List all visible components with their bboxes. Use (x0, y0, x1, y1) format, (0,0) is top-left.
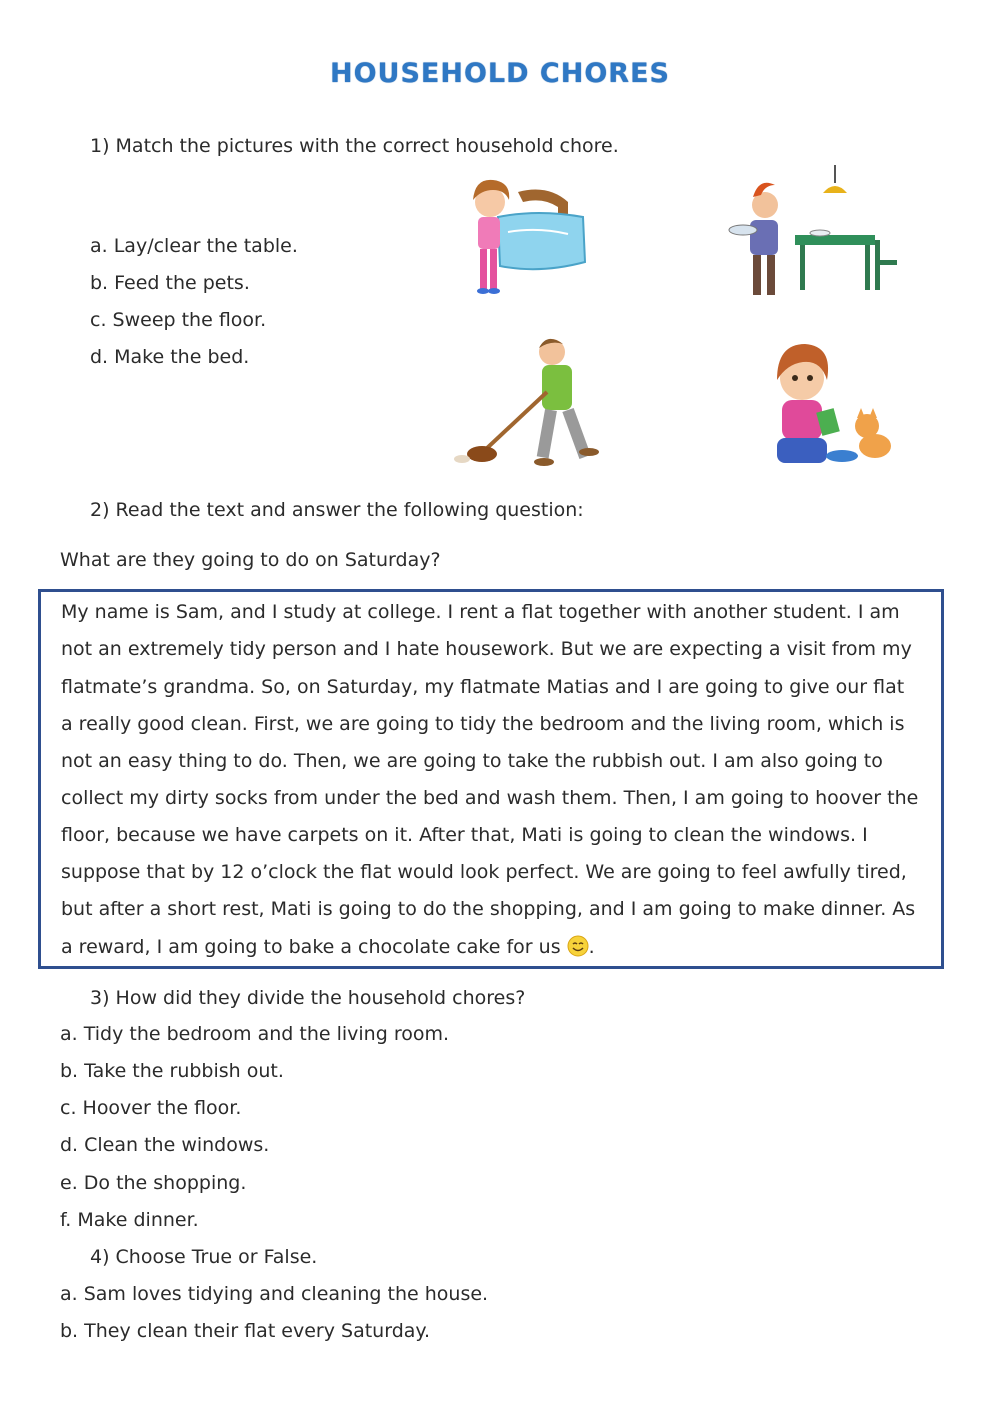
q3-option-b: b. Take the rubbish out. (60, 1060, 284, 1082)
q3-option-e: e. Do the shopping. (60, 1172, 247, 1194)
passage-line: but after a short rest, Mati is going to do the shopping, and I am going to make dinner. As (61, 898, 916, 920)
q3-prompt: 3) How did they divide the household chores? (90, 987, 526, 1009)
page-title: HOUSEHOLD CHORES (330, 58, 670, 89)
lay-table-picture (725, 165, 900, 305)
q1-option-b: b. Feed the pets. (90, 272, 250, 294)
q3-option-f: f. Make dinner. (60, 1209, 199, 1231)
q1-option-d: d. Make the bed. (90, 346, 250, 368)
smiley-icon (567, 935, 589, 957)
reading-passage-box (38, 589, 944, 969)
passage-line: collect my dirty socks from under the bed and wash them. Then, I am going to hoover the (61, 787, 919, 809)
passage-line: suppose that by 12 o’clock the flat would look perfect. We are going to feel awfully tired, (61, 861, 907, 883)
sweep-floor-picture (447, 332, 627, 484)
q1-option-a: a. Lay/clear the table. (90, 235, 298, 257)
q4-prompt: 4) Choose True or False. (90, 1246, 318, 1268)
q1-prompt: 1) Match the pictures with the correct household chore. (90, 135, 619, 157)
passage-line: not an easy thing to do. Then, we are going to take the rubbish out. I am also going to (61, 750, 883, 772)
make-bed-picture (458, 172, 588, 307)
passage-last-line (61, 935, 595, 958)
q4-option-b: b. They clean their flat every Saturday. (60, 1320, 430, 1342)
q3-option-a: a. Tidy the bedroom and the living room. (60, 1023, 450, 1045)
passage-line: My name is Sam, and I study at college. I rent a flat together with another student. I am (61, 601, 900, 623)
passage-line: a reward, I am going to bake a chocolate cake for us (61, 936, 561, 958)
q1-option-c: c. Sweep the floor. (90, 309, 267, 331)
q3-option-c: c. Hoover the floor. (60, 1097, 242, 1119)
passage-line: floor, because we have carpets on it. After that, Mati is going to clean the windows. I (61, 824, 868, 846)
q2-prompt: 2) Read the text and answer the following question: (90, 499, 584, 521)
passage-line: not an extremely tidy person and I hate housework. But we are expecting a visit from my (61, 638, 912, 660)
feed-pets-picture (757, 338, 902, 476)
passage-end-period: . (588, 936, 595, 958)
q2-question: What are they going to do on Saturday? (60, 549, 441, 571)
q3-option-d: d. Clean the windows. (60, 1134, 270, 1156)
passage-line: a really good clean. First, we are going to tidy the bedroom and the living room, which is (61, 713, 905, 735)
q4-option-a: a. Sam loves tidying and cleaning the house. (60, 1283, 489, 1305)
passage-line: flatmate’s grandma. So, on Saturday, my flatmate Matias and I are going to give our flat (61, 676, 905, 698)
